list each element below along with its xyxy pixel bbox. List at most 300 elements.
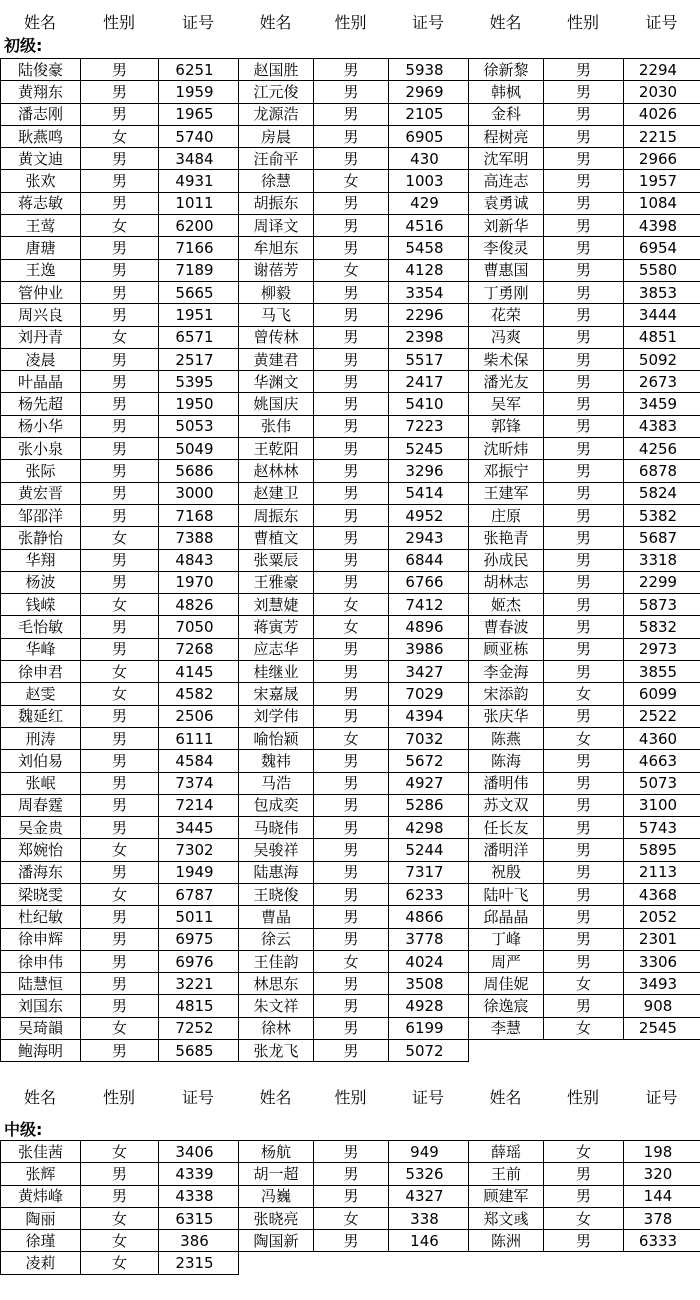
cell-id: 6251: [159, 59, 239, 81]
cell-id: 1011: [159, 192, 239, 214]
cell-id: [624, 1040, 700, 1062]
table-row: [1, 1185, 700, 1207]
cell-name: 凌莉: [1, 1252, 81, 1274]
table-row: [1, 616, 700, 638]
cell-gender: 男: [314, 504, 389, 526]
cell-name: 桂继业: [239, 661, 314, 683]
cell-gender: 男: [314, 1017, 389, 1039]
cell-id: 1965: [159, 103, 239, 125]
cell-gender: 男: [81, 861, 159, 883]
cell-id: 5414: [389, 482, 469, 504]
cell-name: 邓振宁: [469, 460, 544, 482]
cell-id: 5895: [624, 839, 700, 861]
cell-id: 4843: [159, 549, 239, 571]
cell-id: 5824: [624, 482, 700, 504]
header-row-intermediate: [0, 1085, 700, 1111]
cell-name: 徐申伟: [1, 950, 81, 972]
cell-gender: 男: [544, 705, 624, 727]
cell-id: 378: [624, 1207, 700, 1229]
cell-name: 陈洲: [469, 1230, 544, 1252]
cell-gender: 男: [314, 59, 389, 81]
cell-name: 华渊文: [239, 371, 314, 393]
cell-gender: 男: [314, 281, 389, 303]
cell-id: 6111: [159, 727, 239, 749]
cell-gender: 男: [314, 661, 389, 683]
cell-gender: 男: [544, 527, 624, 549]
cell-gender: 男: [544, 1230, 624, 1252]
cell-id: 6905: [389, 125, 469, 147]
cell-name: 管仲业: [1, 281, 81, 303]
cell-gender: 男: [81, 393, 159, 415]
cell-id: 3855: [624, 661, 700, 683]
cell-id: 6954: [624, 237, 700, 259]
cell-id: 1959: [159, 81, 239, 103]
table-row: [1, 750, 700, 772]
table-row: [1, 103, 700, 125]
cell-id: 908: [624, 995, 700, 1017]
table-row: [1, 594, 700, 616]
cell-name: 杜纪敏: [1, 906, 81, 928]
cell-id: 5517: [389, 348, 469, 370]
cell-id: 2215: [624, 125, 700, 147]
cell-name: 曹晶: [239, 906, 314, 928]
cell-name: 黄建君: [239, 348, 314, 370]
cell-name: 华翔: [1, 549, 81, 571]
cell-id: 1950: [159, 393, 239, 415]
cell-gender: 男: [81, 638, 159, 660]
header-name-3: 姓名: [489, 1088, 522, 1107]
cell-gender: 男: [544, 304, 624, 326]
cell-name: 潘明伟: [469, 772, 544, 794]
cell-name: 高连志: [469, 170, 544, 192]
cell-id: 5873: [624, 594, 700, 616]
cell-gender: 女: [81, 326, 159, 348]
cell-gender: 男: [544, 950, 624, 972]
cell-name: 魏延红: [1, 705, 81, 727]
cell-name: 袁勇诚: [469, 192, 544, 214]
cell-gender: 男: [314, 571, 389, 593]
cell-name: 张艳青: [469, 527, 544, 549]
cell-name: 金科: [469, 103, 544, 125]
cell-id: 7168: [159, 504, 239, 526]
cell-id: 4327: [389, 1185, 469, 1207]
cell-name: 蒋志敏: [1, 192, 81, 214]
cell-name: 陆慧恒: [1, 973, 81, 995]
table-row: [1, 1207, 700, 1229]
cell-gender: 女: [314, 259, 389, 281]
cell-name: 胡一超: [239, 1163, 314, 1185]
cell-id: 7412: [389, 594, 469, 616]
cell-id: 5326: [389, 1163, 469, 1185]
cell-id: 5395: [159, 371, 239, 393]
cell-gender: 男: [314, 81, 389, 103]
cell-name: 曹植文: [239, 527, 314, 549]
table-row: [1, 281, 700, 303]
cell-name: 叶晶晶: [1, 371, 81, 393]
cell-gender: 男: [314, 125, 389, 147]
cell-id: 5245: [389, 438, 469, 460]
cell-gender: 男: [314, 861, 389, 883]
cell-name: 王佳韵: [239, 950, 314, 972]
cell-gender: 男: [544, 371, 624, 393]
cell-gender: 女: [81, 527, 159, 549]
cell-id: 4024: [389, 950, 469, 972]
cell-name: 姚国庆: [239, 393, 314, 415]
cell-gender: 男: [314, 215, 389, 237]
cell-id: 1970: [159, 571, 239, 593]
cell-id: 4866: [389, 906, 469, 928]
cell-gender: 男: [544, 1185, 624, 1207]
cell-gender: 女: [544, 727, 624, 749]
cell-id: 4952: [389, 504, 469, 526]
cell-id: 3296: [389, 460, 469, 482]
cell-gender: 男: [544, 504, 624, 526]
table-row: [1, 1252, 700, 1274]
cell-id: 1003: [389, 170, 469, 192]
cell-name: 张静怡: [1, 527, 81, 549]
table-row: [1, 237, 700, 259]
cell-id: 5580: [624, 259, 700, 281]
header-name-2: 姓名: [259, 13, 292, 32]
cell-id: 2294: [624, 59, 700, 81]
cell-name: 应志华: [239, 638, 314, 660]
header-gender-2: 性别: [334, 1088, 367, 1107]
cell-name: 陶国新: [239, 1230, 314, 1252]
table-row: [1, 950, 700, 972]
cell-gender: 男: [544, 460, 624, 482]
cell-id: 5410: [389, 393, 469, 415]
cell-id: 3100: [624, 794, 700, 816]
cell-gender: 男: [544, 861, 624, 883]
cell-id: [624, 1252, 700, 1274]
cell-gender: 男: [81, 906, 159, 928]
cell-name: 凌晨: [1, 348, 81, 370]
table-row: [1, 683, 700, 705]
cell-name: 刘新华: [469, 215, 544, 237]
cell-gender: 女: [81, 1207, 159, 1229]
cell-name: 毛怡敏: [1, 616, 81, 638]
cell-gender: 女: [81, 1230, 159, 1252]
cell-name: 张庆华: [469, 705, 544, 727]
cell-name: 刘学伟: [239, 705, 314, 727]
cell-gender: 男: [314, 148, 389, 170]
header-row-junior: [0, 10, 700, 36]
cell-id: 5053: [159, 415, 239, 437]
cell-id: 1949: [159, 861, 239, 883]
cell-name: 王乾阳: [239, 438, 314, 460]
cell-id: 4582: [159, 683, 239, 705]
cell-id: 386: [159, 1230, 239, 1252]
table-row: [1, 906, 700, 928]
cell-id: 338: [389, 1207, 469, 1229]
cell-name: 赵国胜: [239, 59, 314, 81]
table-row: [1, 705, 700, 727]
cell-name: 魏祎: [239, 750, 314, 772]
cell-name: 黄文迪: [1, 148, 81, 170]
cell-gender: 男: [81, 504, 159, 526]
cell-id: 2969: [389, 81, 469, 103]
cell-id: 2030: [624, 81, 700, 103]
cell-gender: 男: [544, 906, 624, 928]
cell-name: 张佳茜: [1, 1141, 81, 1163]
cell-name: 赵建卫: [239, 482, 314, 504]
cell-gender: 男: [81, 549, 159, 571]
table-row: [1, 348, 700, 370]
cell-gender: 男: [314, 750, 389, 772]
cell-name: 刘慧婕: [239, 594, 314, 616]
cell-gender: 男: [314, 683, 389, 705]
cell-id: 6787: [159, 883, 239, 905]
table-row: [1, 817, 700, 839]
cell-name: 赵雯: [1, 683, 81, 705]
cell-name: 苏文双: [469, 794, 544, 816]
cell-id: 6878: [624, 460, 700, 482]
cell-name: 张辉: [1, 1163, 81, 1185]
cell-gender: 女: [314, 594, 389, 616]
cell-id: 7032: [389, 727, 469, 749]
cell-id: 7302: [159, 839, 239, 861]
cell-gender: 男: [81, 750, 159, 772]
cell-id: 6200: [159, 215, 239, 237]
cell-id: 4663: [624, 750, 700, 772]
cell-name: 刑涛: [1, 727, 81, 749]
cell-gender: 男: [314, 638, 389, 660]
cell-name: 王逸: [1, 259, 81, 281]
cell-gender: 男: [544, 125, 624, 147]
cell-id: 4584: [159, 750, 239, 772]
table-row: [1, 883, 700, 905]
cell-id: 949: [389, 1141, 469, 1163]
cell-name: 徐新黎: [469, 59, 544, 81]
cell-name: 鲍海明: [1, 1040, 81, 1062]
cell-id: 5458: [389, 237, 469, 259]
cell-gender: 男: [314, 1040, 389, 1062]
cell-name: 张粟辰: [239, 549, 314, 571]
table-row: [1, 1017, 700, 1039]
cell-id: 7166: [159, 237, 239, 259]
cell-id: 6099: [624, 683, 700, 705]
cell-gender: 男: [314, 794, 389, 816]
cell-name: 陶丽: [1, 1207, 81, 1229]
cell-name: 曹惠国: [469, 259, 544, 281]
cell-name: 黄翔东: [1, 81, 81, 103]
cell-gender: 女: [81, 839, 159, 861]
cell-name: 马飞: [239, 304, 314, 326]
cell-gender: 男: [544, 170, 624, 192]
table-row: [1, 1230, 700, 1252]
cell-gender: 男: [314, 1163, 389, 1185]
cell-id: 6333: [624, 1230, 700, 1252]
cell-gender: 男: [544, 995, 624, 1017]
cell-id: 5672: [389, 750, 469, 772]
cell-name: 潘海东: [1, 861, 81, 883]
cell-id: 1084: [624, 192, 700, 214]
cell-id: 4256: [624, 438, 700, 460]
cell-id: 6975: [159, 928, 239, 950]
cell-gender: 男: [544, 348, 624, 370]
cell-name: 陆俊豪: [1, 59, 81, 81]
cell-gender: 女: [314, 616, 389, 638]
table-row: [1, 549, 700, 571]
cell-id: 4398: [624, 215, 700, 237]
cell-name: 徐慧: [239, 170, 314, 192]
cell-id: 7214: [159, 794, 239, 816]
cell-name: 王晓俊: [239, 883, 314, 905]
cell-id: 2301: [624, 928, 700, 950]
cell-name: 邹邵洋: [1, 504, 81, 526]
cell-gender: 男: [544, 661, 624, 683]
cell-id: 5687: [624, 527, 700, 549]
cell-gender: 男: [314, 817, 389, 839]
cell-gender: 男: [314, 103, 389, 125]
cell-name: 周春霆: [1, 794, 81, 816]
cell-id: 4368: [624, 883, 700, 905]
cell-gender: 男: [544, 81, 624, 103]
cell-id: 3508: [389, 973, 469, 995]
cell-id: 4516: [389, 215, 469, 237]
cell-name: 潘明洋: [469, 839, 544, 861]
cell-id: 2522: [624, 705, 700, 727]
cell-gender: 男: [314, 348, 389, 370]
junior-table: [0, 58, 700, 1062]
cell-gender: 男: [314, 705, 389, 727]
cell-name: 沈军明: [469, 148, 544, 170]
cell-id: 7189: [159, 259, 239, 281]
cell-id: 6766: [389, 571, 469, 593]
cell-gender: 男: [544, 616, 624, 638]
table-row: [1, 661, 700, 683]
table-row: [1, 460, 700, 482]
cell-gender: 男: [314, 438, 389, 460]
header-name-2: 姓名: [259, 1088, 292, 1107]
cell-id: 5665: [159, 281, 239, 303]
cell-id: 2545: [624, 1017, 700, 1039]
header-name-1: 姓名: [23, 1088, 56, 1107]
cell-name: 柳毅: [239, 281, 314, 303]
cell-gender: 男: [544, 928, 624, 950]
cell-name: [469, 1252, 544, 1274]
cell-id: 4896: [389, 616, 469, 638]
cell-gender: 男: [81, 1185, 159, 1207]
cell-gender: 男: [81, 148, 159, 170]
cell-gender: 男: [314, 415, 389, 437]
cell-gender: 男: [544, 148, 624, 170]
cell-id: 2299: [624, 571, 700, 593]
cell-id: 320: [624, 1163, 700, 1185]
cell-name: 宋添韵: [469, 683, 544, 705]
table-row: [1, 928, 700, 950]
cell-name: 黄宏晋: [1, 482, 81, 504]
table-row: [1, 504, 700, 526]
cell-name: 姬杰: [469, 594, 544, 616]
header-gender-3: 性别: [566, 1088, 599, 1107]
cell-name: 柴术保: [469, 348, 544, 370]
cell-id: 4851: [624, 326, 700, 348]
cell-gender: 男: [314, 371, 389, 393]
cell-name: 刘伯易: [1, 750, 81, 772]
table-row: [1, 839, 700, 861]
cell-id: 4927: [389, 772, 469, 794]
cell-gender: 男: [314, 995, 389, 1017]
cell-gender: 男: [544, 839, 624, 861]
cell-gender: 男: [81, 705, 159, 727]
cell-id: 2296: [389, 304, 469, 326]
cell-gender: 男: [81, 772, 159, 794]
table-row: [1, 571, 700, 593]
cell-gender: 女: [81, 1252, 159, 1274]
cell-gender: 男: [81, 460, 159, 482]
cell-gender: 男: [81, 973, 159, 995]
cell-id: 3306: [624, 950, 700, 972]
cell-name: 包成奕: [239, 794, 314, 816]
cell-id: 3986: [389, 638, 469, 660]
cell-gender: 女: [81, 661, 159, 683]
header-gender-3: 性别: [566, 13, 599, 32]
header-gender-1: 性别: [102, 13, 135, 32]
cell-name: 张伟: [239, 415, 314, 437]
cell-gender: 女: [314, 170, 389, 192]
cell-id: 6976: [159, 950, 239, 972]
cell-name: 张小泉: [1, 438, 81, 460]
cell-name: 房晨: [239, 125, 314, 147]
cell-name: 江元俊: [239, 81, 314, 103]
table-row: [1, 192, 700, 214]
cell-name: 徐瑾: [1, 1230, 81, 1252]
cell-id: 2398: [389, 326, 469, 348]
cell-name: 梁晓雯: [1, 883, 81, 905]
cell-id: 5938: [389, 59, 469, 81]
cell-id: 7268: [159, 638, 239, 660]
cell-id: 4815: [159, 995, 239, 1017]
cell-id: 2517: [159, 348, 239, 370]
cell-id: 2052: [624, 906, 700, 928]
cell-name: 刘国东: [1, 995, 81, 1017]
cell-id: 4394: [389, 705, 469, 727]
table-row: [1, 727, 700, 749]
cell-name: 潘志刚: [1, 103, 81, 125]
cell-name: 郑婉怡: [1, 839, 81, 861]
cell-name: 牟旭东: [239, 237, 314, 259]
table-row: [1, 638, 700, 660]
cell-gender: 男: [314, 192, 389, 214]
cell-gender: 男: [544, 883, 624, 905]
cell-id: 4026: [624, 103, 700, 125]
cell-gender: 男: [81, 1040, 159, 1062]
cell-name: 李俊灵: [469, 237, 544, 259]
cell-gender: 男: [314, 482, 389, 504]
cell-gender: 男: [314, 1185, 389, 1207]
cell-name: 杨小华: [1, 415, 81, 437]
cell-name: 祝殷: [469, 861, 544, 883]
cell-id: 5072: [389, 1040, 469, 1062]
cell-gender: 男: [314, 304, 389, 326]
cell-name: 王雅豪: [239, 571, 314, 593]
cell-gender: 男: [314, 928, 389, 950]
cell-id: 2315: [159, 1252, 239, 1274]
cell-name: 郭锋: [469, 415, 544, 437]
cell-id: 5244: [389, 839, 469, 861]
cell-name: 周兴良: [1, 304, 81, 326]
cell-gender: 男: [544, 772, 624, 794]
header-id-2: 证号: [411, 1088, 444, 1107]
cell-id: 4339: [159, 1163, 239, 1185]
cell-name: 曹春波: [469, 616, 544, 638]
table-row: [1, 438, 700, 460]
cell-gender: 男: [544, 237, 624, 259]
cell-id: 4383: [624, 415, 700, 437]
cell-name: 杨航: [239, 1141, 314, 1163]
cell-id: 6844: [389, 549, 469, 571]
